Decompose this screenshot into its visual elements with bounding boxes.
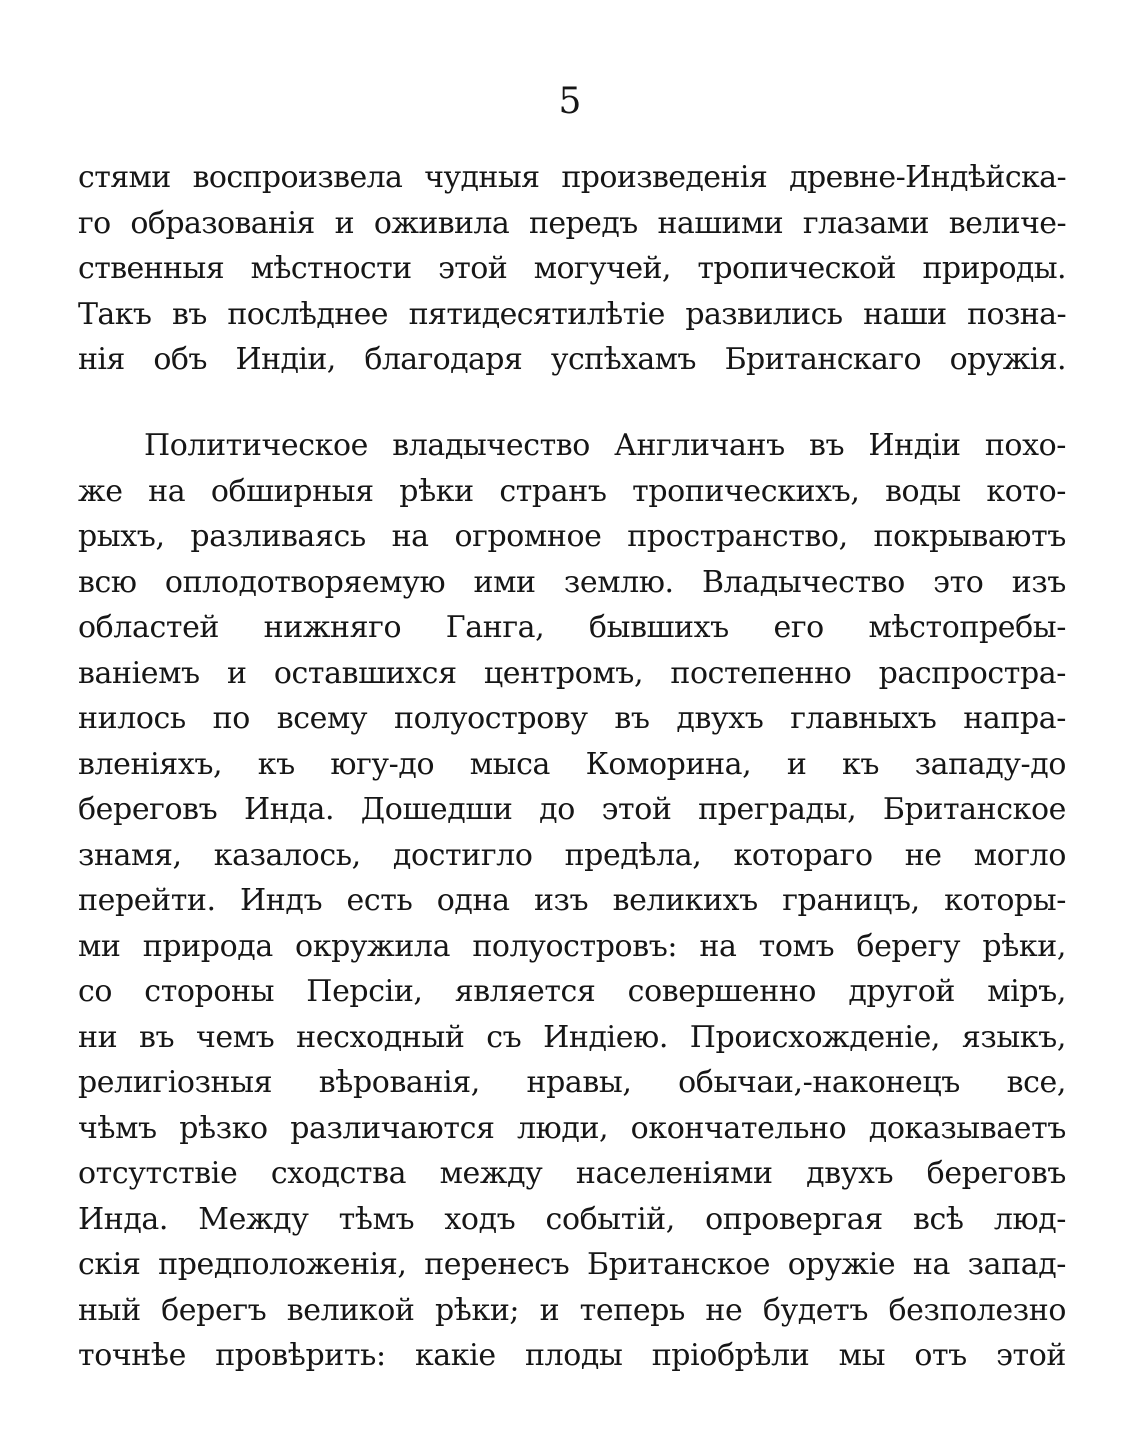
text-line: ственныя мѣстности этой могучей, тропической природы.	[78, 251, 1066, 286]
paragraph-1	[78, 155, 1066, 383]
text-line: отсутствіе сходства между населеніями двухъ береговъ	[78, 1156, 1066, 1191]
text-line: нія объ Индіи, благодаря успѣхамъ Британскаго оружія.	[78, 342, 1066, 377]
text-line: областей нижняго Ганга, бывшихъ его мѣстопребы-	[78, 610, 1066, 645]
text-line: береговъ Инда. Дошедши до этой преграды, Британское	[78, 792, 1066, 827]
text-line: Политическое владычество Англичанъ въ Индіи похо-	[144, 428, 1066, 463]
text-line: всю оплодотворяемую ими землю. Владычество это изъ	[78, 564, 1066, 600]
text-line: религіозныя вѣрованія, нравы, обычаи,-наконецъ все,	[78, 1065, 1066, 1100]
text-line: скія предположенія, перенесъ Британское оружіе на запад-	[78, 1247, 1066, 1282]
text-line: перейти. Индъ есть одна изъ великихъ границъ, которы-	[78, 883, 1066, 918]
text-line: знамя, казалось, достигло предѣла, котораго не могло	[78, 837, 1066, 873]
text-line: го образованія и оживила передъ нашими глазами величе-	[78, 205, 1066, 241]
text-line: рыхъ, разливаясь на огромное пространство, покрываютъ	[78, 519, 1066, 554]
text-line: ный берегъ великой рѣки; и теперь не будетъ безполезно	[78, 1292, 1066, 1328]
text-line: чѣмъ рѣзко различаются люди, окончательно доказываетъ	[78, 1110, 1066, 1146]
page-number: 5	[558, 81, 582, 122]
text-line: вленіяхъ, къ югу-до мыса Коморина, и къ западу-до	[78, 746, 1066, 782]
text-line: со стороны Персіи, является совершенно другой міръ,	[78, 974, 1066, 1009]
text-line: нилось по всему полуострову въ двухъ главныхъ напра-	[78, 701, 1066, 736]
text-line: точнѣе провѣрить: какіе плоды пріобрѣли мы отъ этой	[78, 1338, 1066, 1373]
text-line: стями воспроизвела чудныя произведенія древне-Индѣйска-	[78, 160, 1066, 195]
text-line: же на обширныя рѣки странъ тропическихъ, воды кото-	[78, 473, 1066, 509]
text-line: ми природа окружила полуостровъ: на томъ берегу рѣки,	[78, 928, 1066, 964]
text-line: Инда. Между тѣмъ ходъ событій, опровергая всѣ люд-	[78, 1201, 1066, 1237]
paragraph-2	[78, 423, 1066, 1379]
text-line: ни въ чемъ несходный съ Индіею. Происхожденіе, языкъ,	[78, 1019, 1066, 1055]
text-line: ваніемъ и оставшихся центромъ, постепенно распростра-	[78, 655, 1066, 691]
text-line: Такъ въ послѣднее пятидесятилѣтіе развились наши позна-	[78, 296, 1066, 332]
